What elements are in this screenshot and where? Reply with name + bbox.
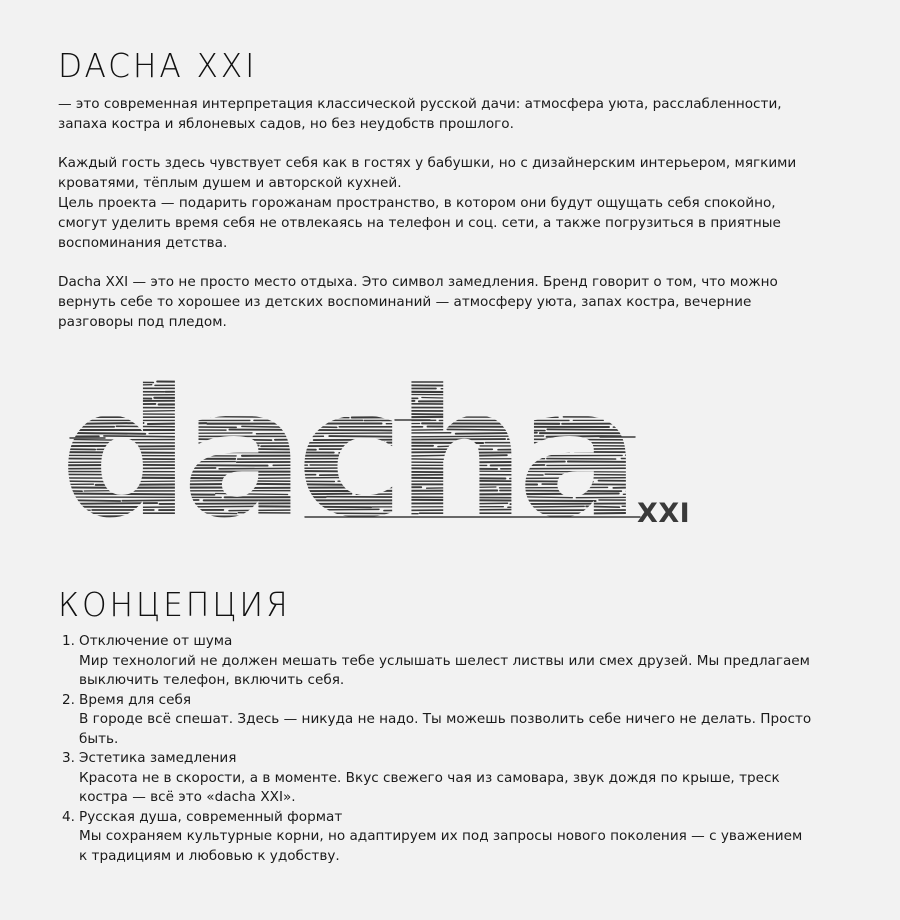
logo-stroke: [316, 391, 446, 392]
logo-stroke: [40, 426, 72, 427]
dacha-logo: [0, 380, 900, 530]
logo-stroke: [142, 506, 257, 507]
logo-stroke: [601, 407, 709, 408]
logo-stroke: [607, 420, 742, 421]
logo-stroke: [177, 414, 364, 415]
item-text: В городе всё спешат. Здесь — никуда не надо. Ты можешь позволить себе ничего не делать. Просто: [79, 711, 812, 727]
logo-stroke: [563, 417, 744, 418]
logo-stroke: [278, 529, 341, 530]
logo-stroke: [642, 398, 762, 399]
logo-stroke: [366, 458, 446, 459]
logo-stroke: [40, 443, 235, 444]
logo-stroke: [215, 417, 349, 418]
logo-stroke: [422, 398, 465, 399]
intro-line: — это современная интерпретация классической русской дачи: атмосфера уюта, расслабленности,: [58, 96, 782, 112]
item-text: быть.: [79, 730, 119, 747]
intro-line: запаха костра и яблоневых садов, но без неудобств прошлого.: [58, 116, 514, 132]
concept-item: [62, 808, 832, 867]
logo-stroke: [40, 503, 157, 504]
logo-stroke: [470, 397, 532, 398]
logo-stroke: [238, 513, 418, 514]
logo-stroke: [343, 529, 541, 530]
concept-item: [62, 691, 832, 750]
logo-stroke: [547, 436, 600, 437]
logo-stroke: [518, 388, 594, 389]
logo-stroke: [237, 529, 277, 530]
logo-stroke: [148, 423, 206, 424]
intro-line: Каждый гость здесь чувствует себя как в гостях у бабушки, но с дизайнерским интерьером, мягкими: [58, 155, 797, 171]
logo-stroke: [288, 426, 337, 427]
logo-stroke: [648, 487, 710, 488]
logo-stroke: [359, 519, 524, 520]
item-number: 3.: [62, 750, 75, 766]
intro-line: воспоминания детства.: [58, 235, 228, 251]
paragraph-gap: [58, 134, 848, 153]
logo-stroke: [242, 426, 286, 427]
logo-stroke: [508, 439, 658, 440]
logo-stroke: [149, 433, 252, 434]
logo-stroke: [621, 459, 763, 460]
logo-stroke: [238, 478, 349, 479]
logo-stroke: [159, 503, 296, 504]
logo-stroke: [608, 404, 669, 405]
logo-stroke: [593, 446, 684, 447]
logo-stroke: [384, 509, 525, 510]
logo-stroke: [451, 385, 541, 386]
logo-stroke: [230, 449, 316, 450]
logo-stroke: [122, 478, 233, 479]
logo-stroke: [529, 519, 579, 520]
logo-stroke: [637, 449, 709, 450]
logo-stroke: [545, 474, 680, 475]
logo-stroke: [397, 430, 445, 431]
logo-stroke: [266, 382, 396, 383]
logo-stroke: [623, 494, 669, 495]
logo-stroke: [40, 468, 216, 469]
logo-stroke: [123, 465, 268, 466]
concept-item: [62, 749, 832, 808]
logo-stroke: [122, 500, 198, 501]
logo-stroke: [654, 391, 796, 392]
logo-stroke: [40, 516, 168, 517]
logo-stroke: [586, 506, 619, 507]
item-number: 1.: [62, 633, 75, 649]
logo-stroke: [325, 385, 448, 386]
logo-stroke: [340, 462, 443, 463]
logo-stroke: [385, 394, 549, 395]
logo-stroke: [508, 506, 584, 507]
logo-stroke: [40, 382, 153, 383]
logo-stroke: [399, 500, 596, 501]
logo-stroke: [412, 404, 605, 405]
intro-text: [58, 94, 848, 332]
logo-stroke: [40, 455, 236, 456]
logo-stroke: [40, 526, 124, 527]
logo-stroke: [40, 385, 100, 386]
logo-stroke: [665, 410, 831, 411]
logo-stroke: [266, 398, 418, 399]
logo-stroke: [186, 401, 294, 402]
logo-stroke: [547, 429, 700, 430]
logo-stroke: [516, 497, 573, 498]
logo-stroke: [315, 523, 377, 524]
logo-stroke: [133, 446, 259, 447]
item-text: Красота не в скорости, а в моменте. Вкус свежего чая из самовара, звук дождя по крыше, треск: [79, 769, 780, 786]
intro-line: смогут уделить время себя не отвлекаясь на телефон и соц. сети, а также погрузиться в приятные: [58, 215, 781, 231]
logo-stroke: [40, 487, 129, 488]
item-text: костра — всё это «dacha XXI».: [79, 789, 296, 805]
logo-stroke: [40, 522, 181, 523]
logo-stroke: [627, 490, 826, 491]
logo-stroke: [368, 414, 445, 415]
logo-stroke: [546, 529, 581, 530]
logo-stroke: [451, 494, 619, 495]
intro-line: вернуть себе то хорошее из детских воспоминаний — атмосферу уюта, запах костра, вечерние: [58, 294, 752, 310]
logo-stroke: [406, 436, 544, 437]
logo-stroke: [562, 391, 613, 392]
logo-stroke: [301, 491, 497, 492]
logo-stroke: [40, 493, 214, 494]
logo-stroke: [40, 404, 155, 405]
logo-stroke: [292, 494, 351, 495]
intro-line: разговоры под пледом.: [58, 314, 227, 330]
logo-stroke: [40, 439, 120, 440]
logo-stroke: [599, 481, 770, 482]
page-title: DACHA XXI: [58, 46, 258, 85]
logo-stroke: [500, 526, 633, 527]
intro-line: Dacha XXI — это не просто место отдыха. Это символ замедления. Бренд говорит о том, что можно: [58, 274, 778, 290]
logo-stroke: [157, 382, 262, 383]
logo-stroke: [456, 433, 537, 434]
logo-stroke: [457, 455, 507, 456]
logo-stroke: [294, 471, 449, 472]
item-heading: Русская душа, современный формат: [79, 808, 343, 825]
logo-stroke: [575, 452, 772, 453]
concept-item: [62, 632, 832, 691]
logo-stroke: [626, 455, 781, 456]
logo-stroke: [654, 401, 795, 402]
item-text: к традициям и любовью к удобству.: [79, 847, 340, 864]
logo-stroke: [455, 471, 651, 472]
logo-stroke: [342, 395, 383, 396]
logo-stroke: [40, 462, 235, 463]
logo-stroke: [441, 388, 516, 389]
item-heading: Эстетика замедления: [79, 750, 237, 766]
logo-stroke: [339, 452, 467, 453]
logo-stroke: [259, 506, 371, 507]
item-heading: Время для себя: [79, 691, 192, 708]
logo-stroke: [194, 513, 237, 514]
logo-stroke: [454, 503, 507, 504]
logo-stroke: [116, 426, 236, 427]
logo-suffix: XXI: [637, 498, 691, 529]
logo-stroke: [40, 397, 151, 398]
logo-stroke: [254, 484, 357, 485]
logo-stroke: [216, 494, 288, 495]
logo-stroke: [40, 433, 145, 434]
logo-stroke: [438, 445, 475, 446]
item-text: Мы сохраняем культурные корни, но адаптируем их под запросы нового поколения — с уважением: [79, 828, 803, 844]
logo-stroke: [40, 458, 184, 459]
logo-stroke: [613, 427, 722, 428]
paragraph-gap: [58, 253, 848, 272]
logo-stroke: [100, 394, 221, 395]
logo-stroke: [514, 407, 600, 408]
logo-stroke: [453, 481, 592, 482]
logo-stroke: [500, 491, 621, 492]
logo-stroke: [613, 487, 644, 488]
logo-stroke: [238, 459, 362, 460]
intro-line: кроватями, тёплым душем и авторской кухней.: [58, 175, 402, 191]
logo-stroke: [408, 455, 454, 456]
logo-stroke: [498, 449, 635, 450]
logo-stroke: [213, 407, 395, 408]
logo-stroke: [327, 497, 511, 498]
logo-stroke: [40, 449, 95, 450]
logo-stroke: [501, 468, 688, 469]
item-number: 2.: [62, 691, 75, 708]
item-text: Мир технологий не должен мешать тебе услышать шелест листвы или смех друзей. Мы предлагаем: [79, 652, 810, 669]
logo-stroke: [585, 513, 638, 514]
logo-stroke: [548, 401, 653, 402]
item-heading: Отключение от шума: [79, 633, 233, 649]
logo-stroke: [646, 414, 771, 415]
item-text: выключить телефон, включить себя.: [79, 672, 345, 688]
logo-stroke: [40, 452, 178, 453]
logo-stroke: [535, 522, 576, 523]
logo-stroke: [321, 411, 476, 412]
logo-stroke: [191, 525, 222, 526]
logo-stroke: [40, 481, 108, 482]
logo-stroke: [472, 452, 569, 453]
logo-stroke: [198, 439, 271, 440]
logo-stroke: [299, 503, 453, 504]
logo-stroke: [101, 385, 152, 386]
logo-stroke: [234, 481, 335, 482]
logo-stroke: [652, 484, 832, 485]
logo-stroke: [314, 439, 505, 440]
logo-stroke: [229, 430, 392, 431]
logo-stroke: [619, 385, 752, 386]
item-number: 4.: [62, 808, 75, 825]
logo-stroke: [542, 484, 650, 485]
logo-stroke: [96, 484, 251, 485]
logo-stroke: [104, 436, 193, 437]
logo-stroke: [678, 443, 849, 444]
logo-stroke: [381, 522, 530, 523]
logo-stroke: [185, 523, 309, 524]
logo-stroke: [356, 494, 446, 495]
logo-stroke: [40, 394, 99, 395]
logo-stroke: [40, 423, 144, 424]
logo-stroke: [448, 462, 565, 463]
logo-stroke: [141, 410, 193, 411]
logo-stroke: [40, 401, 183, 402]
logo-stroke: [347, 468, 497, 469]
concept-list: [62, 632, 832, 866]
logo-stroke: [568, 462, 733, 463]
logo-stroke: [40, 474, 232, 475]
logo-stroke: [447, 429, 545, 430]
logo-stroke: [201, 519, 358, 520]
logo-stroke: [257, 433, 451, 434]
logo-stroke: [599, 388, 787, 389]
logo-stroke: [111, 481, 228, 482]
logo-stroke: [355, 478, 506, 479]
logo-stroke: [320, 475, 398, 476]
logo-stroke: [352, 417, 446, 418]
logo-stroke: [599, 500, 784, 501]
logo-stroke: [300, 401, 415, 402]
logo-stroke: [40, 519, 148, 520]
logo-stroke: [247, 487, 422, 488]
logo-stroke: [40, 500, 120, 501]
logo-stroke: [235, 391, 310, 392]
logo-stroke: [329, 436, 400, 437]
logo-stroke: [226, 395, 340, 396]
logo-stroke: [240, 442, 385, 443]
intro-line: Цель проекта — подарить горожанам пространство, в котором они будут ощущать себя спокойно,: [58, 195, 776, 211]
logo-stroke: [40, 490, 82, 491]
logo-stroke: [186, 449, 228, 450]
logo-stroke: [229, 509, 379, 510]
concept-title: КОНЦЕПЦИЯ: [58, 585, 291, 624]
logo-stroke: [660, 478, 779, 479]
logo-stroke: [427, 487, 496, 488]
logo-stroke: [219, 468, 345, 469]
logo-stroke: [510, 478, 656, 479]
